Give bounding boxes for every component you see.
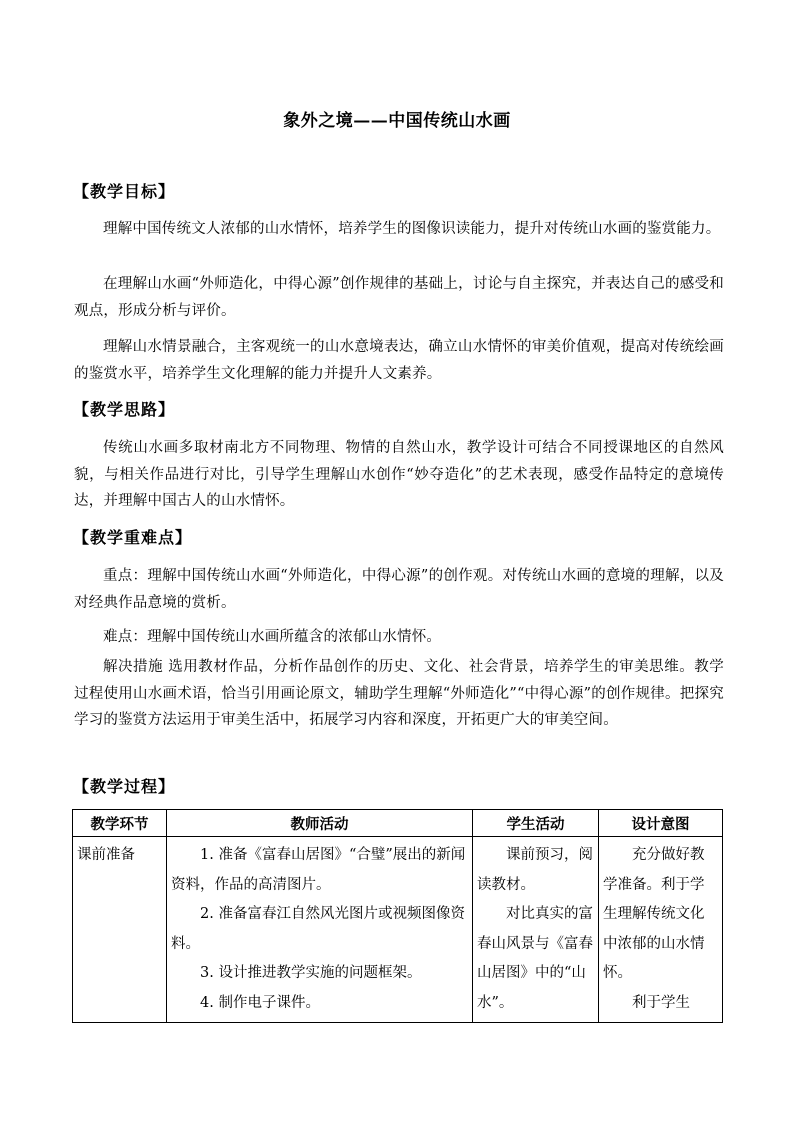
table-header-teacher: 教师活动: [167, 810, 473, 837]
table-row: [73, 837, 723, 1023]
student-activity-2: 对比真实的富春山风景与《富春山居图》中的“山水”。: [477, 906, 593, 1011]
table-cell-stage: [73, 837, 167, 1023]
document-title: 象外之境——中国传统山水画: [283, 111, 511, 131]
teacher-activity-4: 4. 制作电子课件。: [200, 994, 320, 1011]
table-header-intent: 设计意图: [599, 810, 723, 837]
table-cell-intent: [599, 837, 723, 1023]
process-table: [72, 809, 723, 1023]
stage-text: 课前准备: [77, 847, 135, 863]
objectives-paragraph-2: 在理解山水画“外师造化，中得心源”创作规律的基础上，讨论与自主探究，并表达自己的感受和观点，形成分析与评价。: [74, 276, 724, 319]
section-heading-approach: 【教学思路】: [73, 400, 176, 419]
design-intent-1: 充分做好教学准备。利于学生理解传统文化中浓郁的山水情怀。: [603, 847, 705, 981]
student-activity-1: 课前预习，阅读教材。: [477, 847, 593, 893]
objectives-paragraph-1: 理解中国传统文人浓郁的山水情怀，培养学生的图像识读能力，提升对传统山水画的鉴赏能力。: [103, 221, 721, 237]
section-heading-key-points: 【教学重难点】: [73, 528, 193, 547]
teacher-activity-2: 2. 准备富春江自然风光图片或视频图像资料。: [171, 906, 465, 952]
table-header-student: 学生活动: [473, 810, 599, 837]
section-heading-process: 【教学过程】: [73, 777, 176, 796]
key-points-paragraph-3: 解决措施 选用教材作品，分析作品创作的历史、文化、社会背景，培养学生的审美思维。教学过程使用山水画术语，恰当引用画论原文，辅助学生理解“外师造化”“中得心源”的创作规律。把探究学习的鉴赏方法运用于审美生活中，拓展学习内容和深度，开拓更广大的审美空间。: [74, 659, 724, 728]
key-points-paragraph-1: 重点：理解中国传统山水画“外师造化，中得心源”的创作观。对传统山水画的意境的理解，以及对经典作品意境的赏析。: [74, 568, 724, 611]
teacher-activity-1: 1. 准备《富春山居图》“合璧”展出的新闻资料，作品的高清图片。: [171, 847, 466, 893]
teacher-activity-3: 3. 设计推进教学实施的问题框架。: [200, 965, 422, 981]
key-points-paragraph-2: 难点：理解中国传统山水画所蕴含的浓郁山水情怀。: [103, 629, 442, 645]
table-cell-student: [473, 837, 599, 1023]
approach-paragraph-1: 传统山水画多取材南北方不同物理、物情的自然山水，教学设计可结合不同授课地区的自然风貌，与相关作品进行对比，引导学生理解山水创作“妙夺造化”的艺术表现，感受作品特定的意境传达，并理解中国古人的山水情怀。: [74, 440, 724, 509]
objectives-paragraph-3: 理解山水情景融合，主客观统一的山水意境表达，确立山水情怀的审美价值观，提高对传统绘画的鉴赏水平，培养学生文化理解的能力并提升人文素养。: [74, 339, 724, 382]
table-header-row: [73, 810, 723, 837]
design-intent-2: 利于学生: [632, 994, 690, 1011]
table-header-stage: 教学环节: [73, 810, 167, 837]
table-cell-teacher: [167, 837, 473, 1023]
section-heading-objectives: 【教学目标】: [73, 182, 176, 201]
